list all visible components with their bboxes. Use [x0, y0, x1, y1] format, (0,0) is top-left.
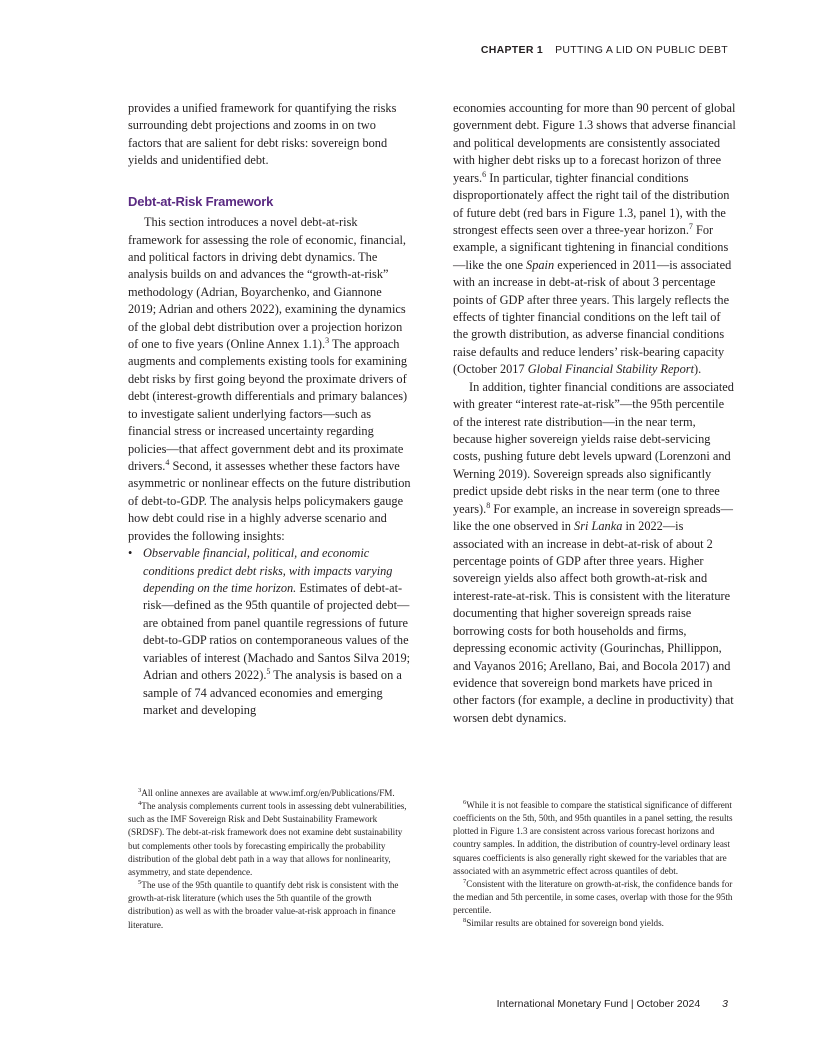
footnote-ref: 7 [688, 221, 693, 231]
chapter-label: CHAPTER 1 [480, 44, 544, 56]
footnote-ref: 3 [325, 335, 330, 345]
footnote-ref: 5 [266, 666, 271, 676]
body-paragraph: economies accounting for more than 90 percent of global government debt. Figure 1.3 shows that adverse financial and political developments are consistently associated with higher debt risks up to a forecast horizon of three years.$^6$ In particular, tighter financial conditions disproportionately affect the right tail of the distribution of future debt (red bars in Figure 1.3, panel 1), with the strongest effects seen over a three-year horizon.$^7$ For example, a significant tightening in financial conditions—like the one Spain experienced in 2011—is associated with an increase in debt-at-risk of about 3 percentage points of GDP after three years. This largely reflects the effects of tighter financial conditions on the left tail of the growth distribution, as adverse financial conditions raise defaults and reduce lenders’ risk-bearing capacity (October 2017 Global Financial Stability Report). [453, 101, 736, 377]
page-number: 3 [722, 998, 728, 1010]
footnotes-left [128, 787, 411, 932]
footnote-ref: 6 [482, 169, 487, 179]
body-paragraph: In addition, tighter financial conditions are associated with greater “interest rate-at-risk”—the 95th percentile of the interest rate distribution—in the near term, because higher sovereign yields raise debt-servicing costs, pushing future debt levels upward (Lorenzoni and Werning 2019). Sovereign spreads also significantly predict upside debt risks in the near term (one to three years).$^8$ For example, an increase in sovereign spreads—like the one observed in Sri Lanka in 2022—is associated with an increase in debt-at-risk of about 2 percentage points of GDP after three years. Higher sovereign yields also affect both growth-at-risk and interest-rate-at-risk. This is consistent with the literature documenting that higher sovereign spreads raise borrowing costs for both households and firms, depressing economic activity (Gourinchas, Phillippon, and Vayanos 2016; Arellano, Bai, and Bocola 2017) and evidence that sovereign bond markets have priced in other factors (for example, a decline in productivity) that worsen debt dynamics. [453, 379, 734, 725]
chapter-title: PUTTING A LID ON PUBLIC DEBT [555, 44, 728, 56]
footnote: $^3$All online annexes are available at www.imf.org/en/Publications/FM. [138, 786, 395, 798]
intro-paragraph: provides a unified framework for quantifying the risks surrounding debt projections and zooms in on two factors that are salient for debt risks: sovereign bond yields and unidentified debt. [128, 101, 397, 168]
footnote: $^8$Similar results are obtained for sovereign bond yields. [463, 917, 664, 929]
left-column [128, 100, 411, 719]
body-paragraph: This section introduces a novel debt-at-risk framework for assessing the role of economic, financial, and political factors in driving debt dynamics. The analysis builds on and advances the “growth-at-risk” methodology (Adrian, Boyarchenko, and Giannone 2019; Adrian and others 2022), examining the dynamics of the global debt distribution over a projection horizon of one to five years (Online Annex 1.1).$^3$ The approach augments and complements existing tools for examining debt risks by first going beyond the proximate drivers of debt (interest-growth differentials and primary balances) to investigate salient underlying factors—such as financial stress or increased uncertainty regarding policies—that affect government debt and its proximate drivers.$^4$ Second, it assesses whether these factors have asymmetric or nonlinear effects on the future distribution of debt-to-GDP. The analysis helps policymakers gauge how debt could rise in a highly adverse scenario and provides the following insights: [128, 215, 411, 543]
footnote-ref: 8 [486, 500, 491, 510]
bullet-lead: Observable financial, political, and economic conditions predict debt risks, with impacts varying depending on the time horizon. [143, 546, 393, 595]
footnote-ref: 4 [165, 457, 170, 467]
running-header [481, 44, 728, 56]
right-column [453, 100, 736, 727]
footnote: $^7$Consistent with the literature on growth-at-risk, the confidence bands for the median and 5th percentile, in some cases, overlap with those for the 95th percentile. [453, 877, 733, 916]
footer-publisher: International Monetary Fund | October 2024 [496, 998, 701, 1010]
bullet-item: • Observable financial, political, and economic conditions predict debt risks, with impacts varying depending on the time horizon. Estimates of debt-at-risk—defined as the 95th quantile of projected debt—are obtained from panel quantile regressions of future debt-to-GDP ratios on contemporaneous values of the variables of interest (Machado and Santos Silva 2019; Adrian and others 2022).$^5$ The analysis is based on a sample of 74 advanced economies and emerging market and developing [128, 545, 411, 719]
footnote: $^5$The use of the 95th quantile to quantify debt risk is consistent with the growth-at-risk literature (which uses the 5th quantile of the growth distribution) as well as with the broader value-at-risk approach in finance literature. [128, 879, 399, 930]
section-heading: Debt-at-Risk Framework [128, 193, 274, 209]
page-footer [497, 998, 728, 1010]
footnote: $^6$While it is not feasible to compare the statistical significance of different coefficients on the 5th, 50th, and 95th quantiles in a panel setting, the results plotted in Figure 1.3 are consistent across various forecast horizons and country samples. In addition, the distribution of country-level ordinary least squares coefficients is also generally right skewed for the variables that are associated with an asymmetric effect across quantiles of debt. [453, 798, 733, 876]
footnote: $^4$The analysis complements current tools in assessing debt vulnerabilities, such as the IMF Sovereign Risk and Debt Sustainability Framework (SRDSF). The debt-at-risk framework does not examine debt sustainability but complements other tools by forecasting empirically the probability distribution of the global debt path in a way that allows for nonlinearity, asymmetry, and state dependence. [128, 800, 407, 877]
bullet-icon: • [128, 546, 133, 561]
footnotes-right [453, 799, 736, 931]
